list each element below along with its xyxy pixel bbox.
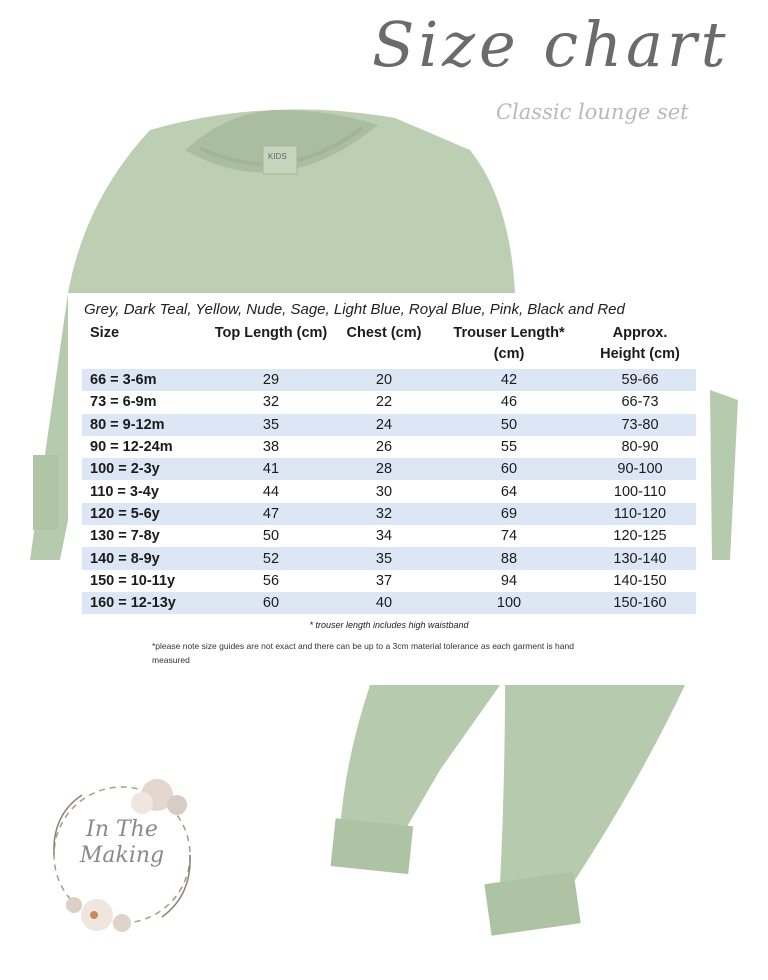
cell-size: 110 = 3-4y bbox=[90, 483, 159, 500]
cell-chest: 35 bbox=[334, 547, 434, 569]
table-row bbox=[82, 592, 696, 614]
cell-trouser-length: 42 bbox=[434, 369, 584, 391]
cell-size: 66 = 3-6m bbox=[82, 369, 208, 391]
size-table bbox=[82, 323, 696, 614]
cell-size: 120 = 5-6y bbox=[82, 503, 208, 525]
trouser-note: * trouser length includes high waistband bbox=[309, 620, 469, 630]
cell-chest: 28 bbox=[334, 458, 434, 480]
cell-height: 110-120 bbox=[584, 503, 696, 525]
table-row bbox=[82, 369, 696, 391]
cell-chest: 32 bbox=[334, 503, 434, 525]
col-trouser-length bbox=[434, 323, 584, 369]
cell-trouser-length: 46 bbox=[500, 394, 518, 411]
cell-top-length: 44 bbox=[262, 483, 280, 500]
cell-height: 73-80 bbox=[584, 414, 696, 436]
cell-trouser-length: 55 bbox=[500, 439, 518, 456]
brand-logo bbox=[32, 765, 212, 945]
cell-size: 140 = 8-9y bbox=[82, 547, 208, 569]
cell-chest: 30 bbox=[375, 483, 393, 500]
cell-height: 120-125 bbox=[613, 528, 667, 545]
logo-line1: In The bbox=[86, 817, 158, 842]
cell-height: 140-150 bbox=[613, 572, 667, 589]
table-row bbox=[82, 414, 696, 436]
cell-size: 90 = 12-24m bbox=[90, 439, 173, 456]
table-row bbox=[82, 391, 696, 413]
cell-height: 66-73 bbox=[621, 394, 659, 411]
size-table-panel bbox=[68, 293, 710, 685]
tolerance-note: *please note size guides are not exact and there can be up to a 3cm material tolerance as each garment is hand measured bbox=[152, 641, 574, 665]
cell-top-length: 60 bbox=[208, 592, 334, 614]
cell-top-length: 52 bbox=[208, 547, 334, 569]
cell-height: 150-160 bbox=[584, 592, 696, 614]
cell-trouser-length: 50 bbox=[434, 414, 584, 436]
cell-trouser-length: 60 bbox=[434, 458, 584, 480]
col-height bbox=[584, 323, 696, 369]
cell-top-length: 38 bbox=[262, 439, 280, 456]
cell-top-length: 56 bbox=[262, 572, 280, 589]
table-row bbox=[82, 458, 696, 480]
cell-trouser-length: 100 bbox=[434, 592, 584, 614]
cell-top-length: 41 bbox=[208, 458, 334, 480]
cell-top-length: 35 bbox=[208, 414, 334, 436]
cell-height: 100-110 bbox=[613, 483, 667, 500]
cell-size: 80 = 9-12m bbox=[82, 414, 208, 436]
colours-list: Grey, Dark Teal, Yellow, Nude, Sage, Light Blue, Royal Blue, Pink, Black and Red bbox=[84, 301, 625, 318]
cell-chest: 24 bbox=[334, 414, 434, 436]
page-title: Size chart bbox=[372, 8, 730, 81]
cell-size: 73 = 6-9m bbox=[90, 394, 157, 411]
cell-top-length: 50 bbox=[262, 528, 280, 545]
col-size: Size bbox=[90, 325, 120, 341]
table-row bbox=[82, 480, 696, 502]
cell-size: 100 = 2-3y bbox=[82, 458, 208, 480]
cell-chest: 26 bbox=[375, 439, 393, 456]
garment-label-tag: KIDS bbox=[268, 152, 287, 161]
cell-trouser-length: 88 bbox=[434, 547, 584, 569]
cell-height: 130-140 bbox=[584, 547, 696, 569]
cell-top-length: 32 bbox=[262, 394, 280, 411]
cell-height: 90-100 bbox=[584, 458, 696, 480]
table-header-row bbox=[82, 323, 696, 369]
logo-text bbox=[62, 817, 182, 869]
cell-height: 59-66 bbox=[584, 369, 696, 391]
cell-trouser-length: 69 bbox=[434, 503, 584, 525]
cell-top-length: 29 bbox=[208, 369, 334, 391]
logo-line2: Making bbox=[79, 843, 165, 868]
table-row bbox=[82, 570, 696, 592]
cell-trouser-length: 64 bbox=[500, 483, 518, 500]
table-row bbox=[82, 503, 696, 525]
table-row bbox=[82, 547, 696, 569]
cell-size: 150 = 10-11y bbox=[90, 572, 176, 589]
cell-size: 160 = 12-13y bbox=[82, 592, 208, 614]
col-trouser-length-line2: (cm) bbox=[493, 346, 525, 362]
page-subtitle: Classic lounge set bbox=[496, 100, 689, 124]
col-trouser-length-line1: Trouser Length* bbox=[453, 325, 565, 341]
cell-chest: 37 bbox=[375, 572, 393, 589]
col-top-length: Top Length (cm) bbox=[214, 325, 328, 341]
cell-size: 130 = 7-8y bbox=[90, 528, 160, 545]
cell-chest: 20 bbox=[334, 369, 434, 391]
table-row bbox=[82, 525, 696, 547]
cell-trouser-length: 74 bbox=[500, 528, 518, 545]
cell-height: 80-90 bbox=[621, 439, 659, 456]
cell-chest: 34 bbox=[375, 528, 393, 545]
col-chest: Chest (cm) bbox=[346, 325, 422, 341]
col-height-line2: Height (cm) bbox=[600, 346, 680, 362]
table-row bbox=[82, 436, 696, 458]
col-height-line1: Approx. bbox=[612, 325, 668, 341]
cell-trouser-length: 94 bbox=[500, 572, 518, 589]
cell-chest: 22 bbox=[375, 394, 393, 411]
cell-top-length: 47 bbox=[208, 503, 334, 525]
cell-chest: 40 bbox=[334, 592, 434, 614]
